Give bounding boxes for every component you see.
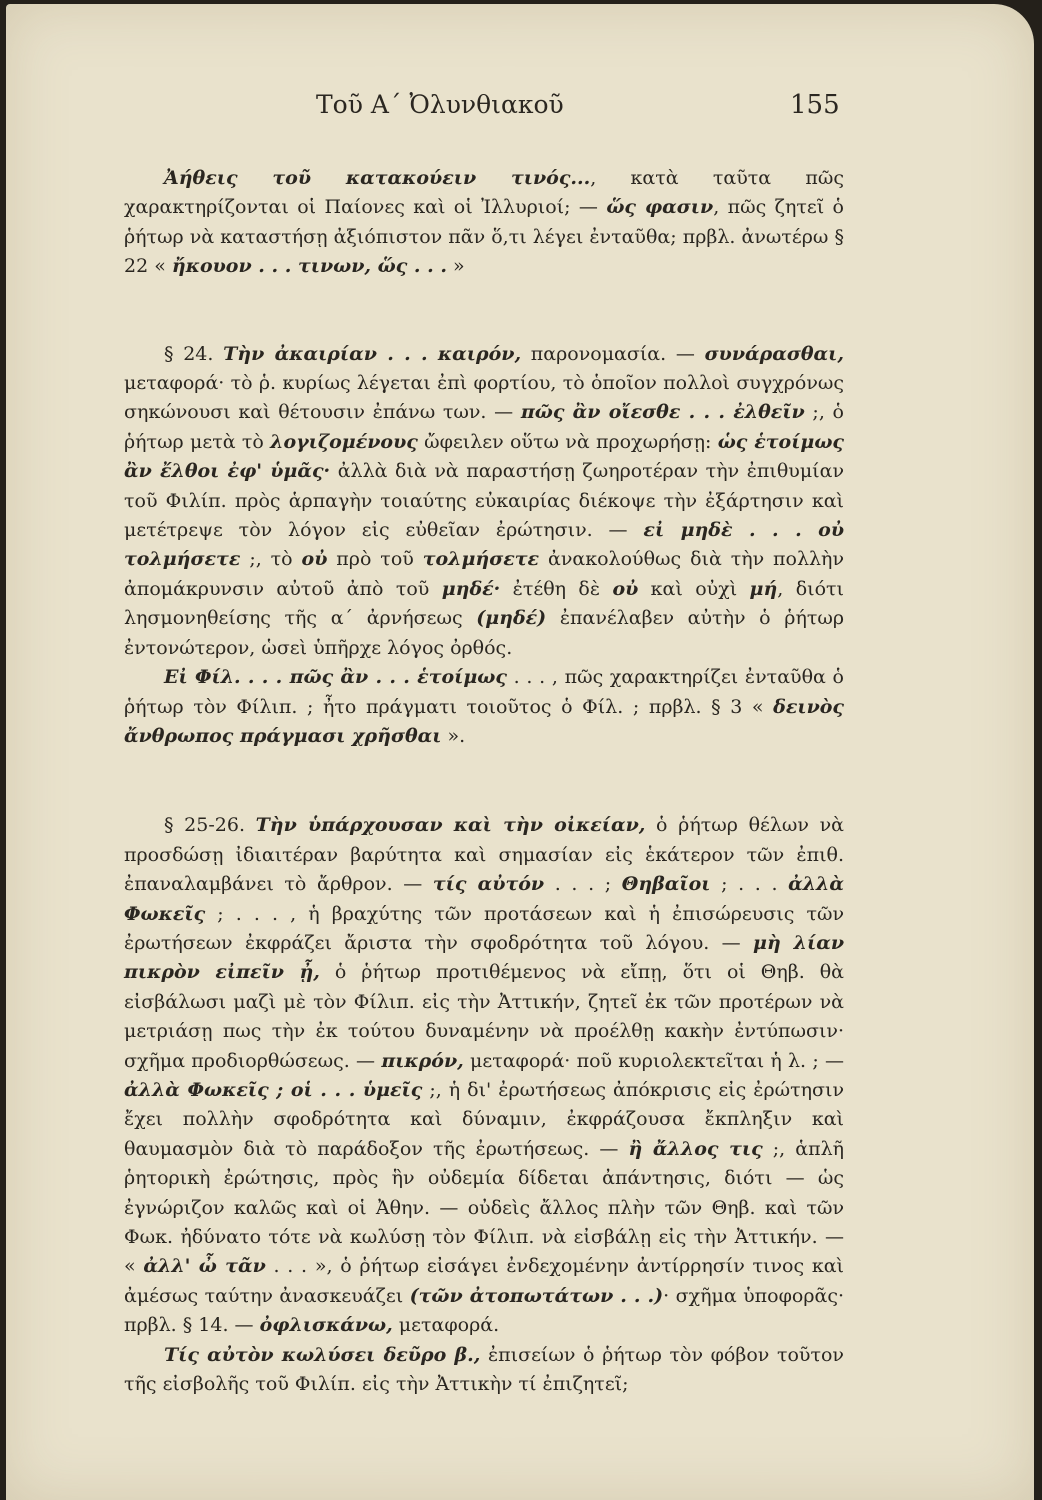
commentary-run: . . . », ὁ ῥήτωρ εἰσάγει ἐνδεχομένην ἀντίρρησίν τινος καὶ ἀμέσως ταύτην ἀνασκευάζει: [124, 1255, 844, 1307]
commentary-run: ἐτέθη δὲ: [500, 577, 613, 600]
commentary-run: ;, ἁπλῆ ῥητορικὴ ἐρώτησις, πρὸς ἣν οὐδεμία δίδεται ἀπάντησις, διότι — ὡς ἐγνώριζον καλῶς καὶ οἱ Ἀθην. — οὐδεὶς ἄλλος πλὴν τῶν Θηβ. καὶ τῶν Φωκ. ἠδύνατο τότε νὰ κωλύσῃ τὸν Φίλιπ. νὰ εἰσβάλῃ εἰς τὴν Ἀττικήν. — «: [124, 1137, 844, 1278]
commentary-run: ; . . .: [710, 873, 789, 896]
commentary-run: , κατὰ ταῦτα πῶς χαρακτηρίζονται οἱ Παίονες καὶ οἱ Ἰλλυριοί; —: [124, 167, 844, 219]
commentary-run: ὤφειλεν οὕτω νὰ προχωρήσῃ:: [417, 430, 718, 453]
running-title: Τοῦ Α΄ Ὀλυνθιακοῦ: [316, 90, 564, 119]
lemma-text: οὐ: [612, 577, 639, 600]
paragraph-p1: [124, 164, 844, 282]
commentary-run: ἀνακολούθως διὰ τὴν πολλὴν ἀπομάκρυνσιν αὐτοῦ ἀπὸ τοῦ: [124, 548, 844, 600]
lemma-text: εἰ μηδὲ . . . οὐ τολμήσετε: [124, 519, 844, 571]
commentary-run: μεταφορά· ποῦ κυριολεκτεῖται ἡ λ. ; —: [463, 1049, 844, 1072]
lemma-text: Τὴν ἀκαιρίαν . . . καιρόν,: [223, 342, 522, 365]
commentary-run: § 24.: [164, 342, 224, 365]
page-number: 155: [790, 90, 840, 120]
lemma-text: λογιζομένους: [270, 430, 418, 453]
lemma-text: ἀλλ' ὦ τᾶν: [143, 1255, 266, 1278]
lemma-text: Θηβαῖοι: [621, 873, 711, 896]
lemma-text: μή: [749, 577, 778, 600]
lemma-text: οὐ: [301, 548, 328, 571]
commentary-run: παρονομασία. —: [521, 342, 705, 365]
lemma-text: τίς αὐτόν: [432, 873, 545, 896]
paragraph-p4: [124, 811, 844, 1340]
lemma-text: Εἰ Φίλ. . . . πῶς ἂν . . . ἑτοίμως: [164, 666, 507, 689]
book-page: [6, 4, 1034, 1500]
lemma-text: ὡς ἑτοίμως ἂν ἔλθοι ἐφ' ὑμᾶς·: [124, 430, 844, 483]
commentary-run: καὶ οὐχὶ: [638, 577, 750, 600]
commentary-run: ;, ἡ δι' ἐρωτήσεως ἀπόκρισις εἰς ἐρώτησιν ἔχει πολλὴν σφοδρότητα καὶ δύναμιν, ἐκφράζουσα ἔκπληξιν καὶ θαυμασμὸν διὰ τὸ παράδοξον τῆς ἐρωτήσεως. —: [124, 1078, 844, 1160]
commentary-run: μεταφορά· τὸ ῥ. κυρίως λέγεται ἐπὶ φορτίου, τὸ ὁποῖον πολλοὶ συγχρόνως σηκώνουσι καὶ θέτουσιν ἐπάνω των. —: [124, 372, 844, 424]
lemma-text: Ἀήθεις τοῦ κατακούειν τινός...: [164, 167, 591, 189]
lemma-text: μηδέ·: [441, 577, 501, 600]
commentary-run: »: [446, 255, 465, 278]
commentary-run: . . . , πῶς χαρακτηρίζει ἐνταῦθα ὁ ῥήτωρ τὸν Φίλιπ. ; ἦτο πράγματι τοιοῦτος ὁ Φίλ. ; πρβλ. § 3 «: [124, 666, 844, 718]
commentary-run: ἀλλὰ διὰ νὰ παραστήσῃ ζωηροτέραν τὴν ἐπιθυμίαν τοῦ Φιλίπ. πρὸς ἁρπαγὴν τοιαύτης εὐκαιρίας διέκοψε τὴν ἐξάρτησιν καὶ μετέτρεψε τὸν λόγον εἰς εὐθεῖαν ἐρώτησιν. —: [124, 460, 845, 542]
lemma-text: ὥς φασιν: [606, 196, 714, 219]
commentary-run: ὁ ῥήτωρ θέλων νὰ προσδώσῃ ἰδιαιτέραν βαρύτητα καὶ σημασίαν εἰς ἑκάτερον τῶν ἐπιθ. ἐπαναλαμβάνει τὸ ἄρθρον. —: [124, 814, 844, 896]
commentary-run: πρὸ τοῦ: [327, 548, 423, 571]
lemma-text: πῶς ἂν οἴεσθε . . . ἐλθεῖν: [520, 401, 805, 424]
commentary-run: · σχῆμα ὑποφορᾶς· πρβλ. § 14. —: [124, 1284, 844, 1337]
lemma-text: ἤκουον . . . τινων, ὥς . . .: [171, 255, 447, 278]
commentary-run: , διότι λησμονηθείσης τῆς α΄ ἀρνήσεως: [124, 577, 844, 630]
lemma-text: τολμήσετε: [422, 548, 540, 571]
commentary-run: ».: [441, 724, 466, 747]
commentary-run: ὁ ῥήτωρ προτιθέμενος νὰ εἴπῃ, ὅτι οἱ Θηβ. θὰ εἰσβάλωσι μαζὶ μὲ τὸν Φίλιπ. εἰς τὴν Ἀττικήν, ζητεῖ ἐκ τῶν προτέρων νὰ μετριάσῃ πως τὴν ἐκ τούτου δυναμένην νὰ προέλθῃ κακὴν ἐντύπωσιν· σχῆμα προδιορθώσεως. —: [124, 961, 845, 1072]
commentary-run: ἐπανέλαβεν αὐτὴν ὁ ῥήτωρ ἐντονώτερον, ὡσεὶ ὑπῆρχε λόγος ὀρθός.: [124, 607, 844, 659]
commentary-run: . . . ;: [544, 873, 622, 896]
lemma-text: (μηδέ): [476, 607, 547, 630]
commentary-run: ἐπισείων ὁ ῥήτωρ τὸν φόβον τοῦτον τῆς εἰσβολῆς τοῦ Φιλίπ. εἰς τὴν Ἀττικὴν τί ἐπιζητεῖ;: [124, 1343, 844, 1396]
paragraph-p3: [124, 663, 844, 751]
commentary-run: ; . . . , ἡ βραχύτης τῶν προτάσεων καὶ ἡ ἐπισώρευσις τῶν ἐρωτήσεων ἐκφράζει ἄριστα τὴν σφοδρότητα τοῦ λόγου. —: [124, 902, 844, 954]
commentary-run: § 25-26.: [164, 814, 256, 837]
lemma-text: συνάρασθαι,: [704, 342, 844, 365]
commentary-run: ;, ὁ ῥήτωρ μετὰ τὸ: [124, 401, 844, 453]
lemma-text: ἢ ἄλλος τις: [628, 1137, 763, 1160]
lemma-text: (τῶν ἀτοπωτάτων . . .): [409, 1284, 664, 1307]
lemma-text: Τὴν ὑπάρχουσαν καὶ τὴν οἰκείαν,: [255, 814, 646, 837]
commentary-run: , πῶς ζητεῖ ὁ ῥήτωρ νὰ καταστήσῃ ἀξιόπιστον πᾶν ὅ,τι λέγει ἐνταῦθα; πρβλ. ἀνωτέρω § 22 «: [124, 196, 844, 278]
page-header: [6, 90, 1034, 130]
lemma-text: δεινὸς ἄνθρωπος πράγμασι χρῆσθαι: [124, 695, 844, 747]
commentary-run: μεταφορά.: [392, 1314, 500, 1337]
lemma-text: ἀλλὰ Φωκεῖς: [124, 873, 844, 925]
commentary-run: ;, τὸ: [240, 548, 302, 571]
lemma-text: ἀλλὰ Φωκεῖς ; οἱ . . . ὑμεῖς: [124, 1078, 423, 1101]
lemma-text: πικρόν,: [381, 1049, 464, 1072]
lemma-text: ὀφλισκάνω,: [259, 1314, 393, 1337]
commentary-text: [124, 164, 844, 1399]
paragraph-p5: [124, 1341, 844, 1400]
lemma-text: μὴ λίαν πικρὸν εἰπεῖν ᾖ,: [124, 931, 845, 984]
lemma-text: Τίς αὐτὸν κωλύσει δεῦρο β.,: [164, 1343, 481, 1366]
paragraph-p2: [124, 340, 844, 663]
